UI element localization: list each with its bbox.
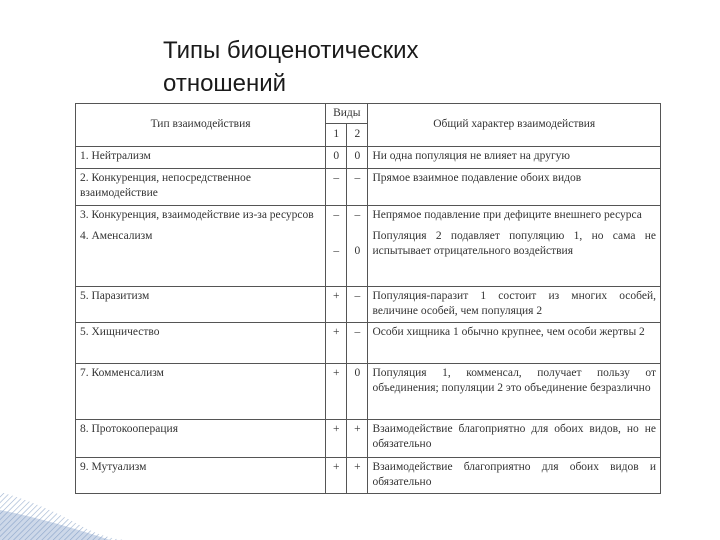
row-type-name: 4. Аменсализм xyxy=(80,229,153,242)
row-description: Популяция 1, комменсал, получает пользу от объединения; популяции 2 это объединение безразлично xyxy=(368,364,661,420)
page-title xyxy=(163,34,418,100)
row-species-2: – xyxy=(347,286,368,323)
row-description: Особи хищника 1 обычно крупнее, чем особи жертвы 2 xyxy=(368,323,661,364)
row-description: Ни одна популяция не влияет на другую xyxy=(368,146,661,168)
row-species-1: + xyxy=(326,286,347,323)
row-type-name: 8. Протокооперация xyxy=(76,419,326,458)
row-species-1: + xyxy=(326,364,347,420)
row-type-name: 9. Мутуализм xyxy=(76,458,326,494)
row-type-name: 3. Конкуренция, взаимодействие из-за ресурсов xyxy=(80,208,314,221)
header-character: Общий характер взаимодействия xyxy=(368,104,661,147)
row-species-1: + xyxy=(326,323,347,364)
row-type-name-group xyxy=(76,205,326,286)
row-species-2: 0 xyxy=(347,146,368,168)
header-species-2: 2 xyxy=(347,124,368,146)
row-species-1: – xyxy=(333,244,340,257)
header-species: Виды xyxy=(326,104,368,124)
row-species-2: 0 xyxy=(354,244,361,257)
row-species-2: – xyxy=(354,208,361,221)
table-row xyxy=(76,458,661,494)
row-species-2-group xyxy=(347,205,368,286)
row-species-2: – xyxy=(347,323,368,364)
row-description: Популяция 2 подавляет популяцию 1, но сама не испытывает отрицательного воздействия xyxy=(372,229,656,257)
table-row xyxy=(76,419,661,458)
row-species-1-group xyxy=(326,205,347,286)
row-species-1: + xyxy=(326,419,347,458)
row-species-1: + xyxy=(326,458,347,494)
row-species-1: – xyxy=(326,169,347,206)
corner-wave-decoration xyxy=(0,440,140,540)
title-line-1: Типы биоценотических xyxy=(163,37,419,64)
row-description: Прямое взаимное подавление обоих видов xyxy=(368,169,661,206)
row-type-name: 2. Конкуренция, непосредственное взаимодействие xyxy=(76,169,326,206)
row-species-2: + xyxy=(347,458,368,494)
table-row-group xyxy=(76,205,661,286)
header-species-1: 1 xyxy=(326,124,347,146)
table-row xyxy=(76,146,661,168)
row-species-1: – xyxy=(333,208,340,221)
table-row xyxy=(76,364,661,420)
row-description: Непрямое подавление при дефиците внешнего ресурса xyxy=(372,208,642,221)
row-species-2: + xyxy=(347,419,368,458)
row-description: Взаимодействие благоприятно для обоих видов, но не обязательно xyxy=(368,419,661,458)
row-species-2: 0 xyxy=(347,364,368,420)
row-species-1: 0 xyxy=(326,146,347,168)
table-row xyxy=(76,286,661,323)
row-type-name: 7. Комменсализм xyxy=(76,364,326,420)
row-description: Взаимодействие благоприятно для обоих видов и обязательно xyxy=(368,458,661,494)
row-type-name: 5. Хищничество xyxy=(76,323,326,364)
title-line-2: отношений xyxy=(163,70,287,97)
row-description-group xyxy=(368,205,661,286)
table-row xyxy=(76,169,661,206)
interaction-types-table xyxy=(75,103,661,494)
row-description: Популяция-паразит 1 состоит из многих особей, величине особей, чем популяция 2 xyxy=(368,286,661,323)
row-type-name: 5. Паразитизм xyxy=(76,286,326,323)
header-type: Тип взаимодействия xyxy=(76,104,326,147)
row-type-name: 1. Нейтрализм xyxy=(76,146,326,168)
table-row xyxy=(76,323,661,364)
row-species-2: – xyxy=(347,169,368,206)
